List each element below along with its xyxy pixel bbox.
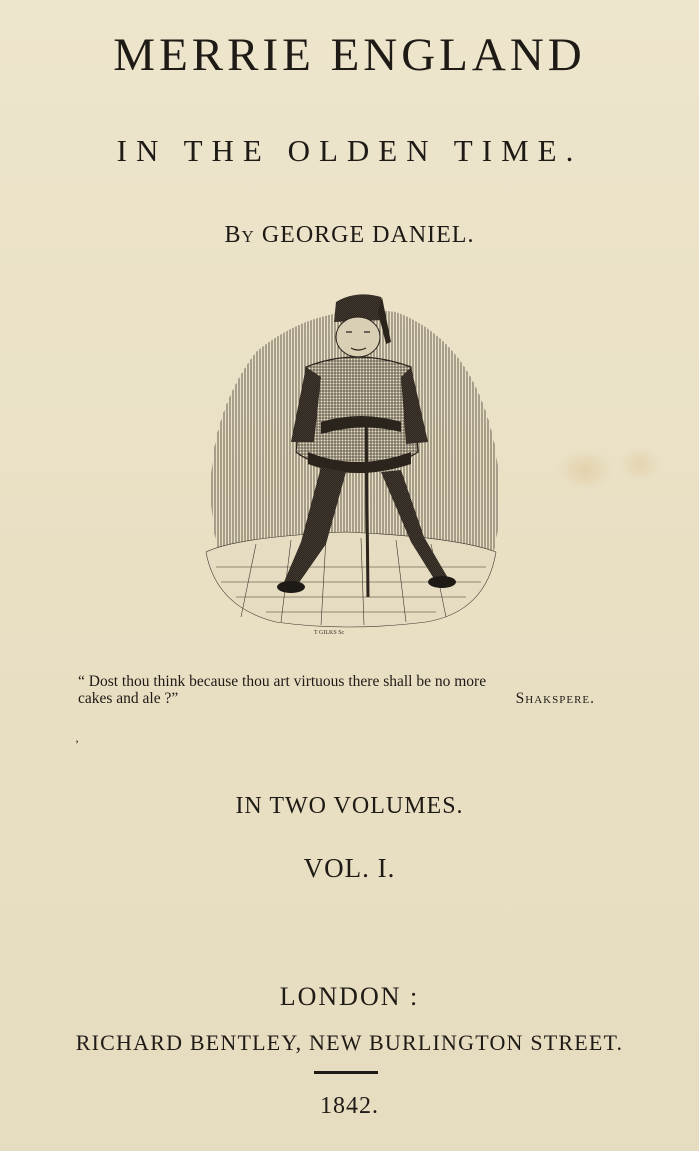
- epigraph-line-2: cakes and ale ?”: [78, 690, 179, 707]
- imprint-year: 1842.: [320, 1093, 379, 1119]
- imprint-publisher: RICHARD BENTLEY, NEW BURLINGTON STREET.: [75, 1030, 624, 1055]
- frontispiece-engraving: [196, 282, 506, 642]
- engraver-credit: T GILKS Sc: [314, 630, 345, 636]
- epigraph-line-1: “ Dost thou think because thou art virtuous there shall be no more: [78, 673, 487, 690]
- divider-rule: [314, 1071, 378, 1074]
- book-subtitle: IN THE OLDEN TIME.: [116, 133, 583, 168]
- stray-mark: ’: [75, 737, 79, 751]
- book-title: MERRIE ENGLAND: [113, 29, 586, 81]
- epigraph: [78, 673, 638, 707]
- volumes-note: IN TWO VOLUMES.: [235, 793, 464, 819]
- byline: [0, 222, 699, 249]
- epigraph-attribution: Shakspere.: [515, 690, 595, 707]
- author-name: GEORGE DANIEL.: [261, 222, 475, 248]
- imprint-city: LONDON :: [279, 982, 420, 1011]
- volume-number: VOL. I.: [303, 853, 396, 883]
- byline-prefix: By: [224, 222, 255, 248]
